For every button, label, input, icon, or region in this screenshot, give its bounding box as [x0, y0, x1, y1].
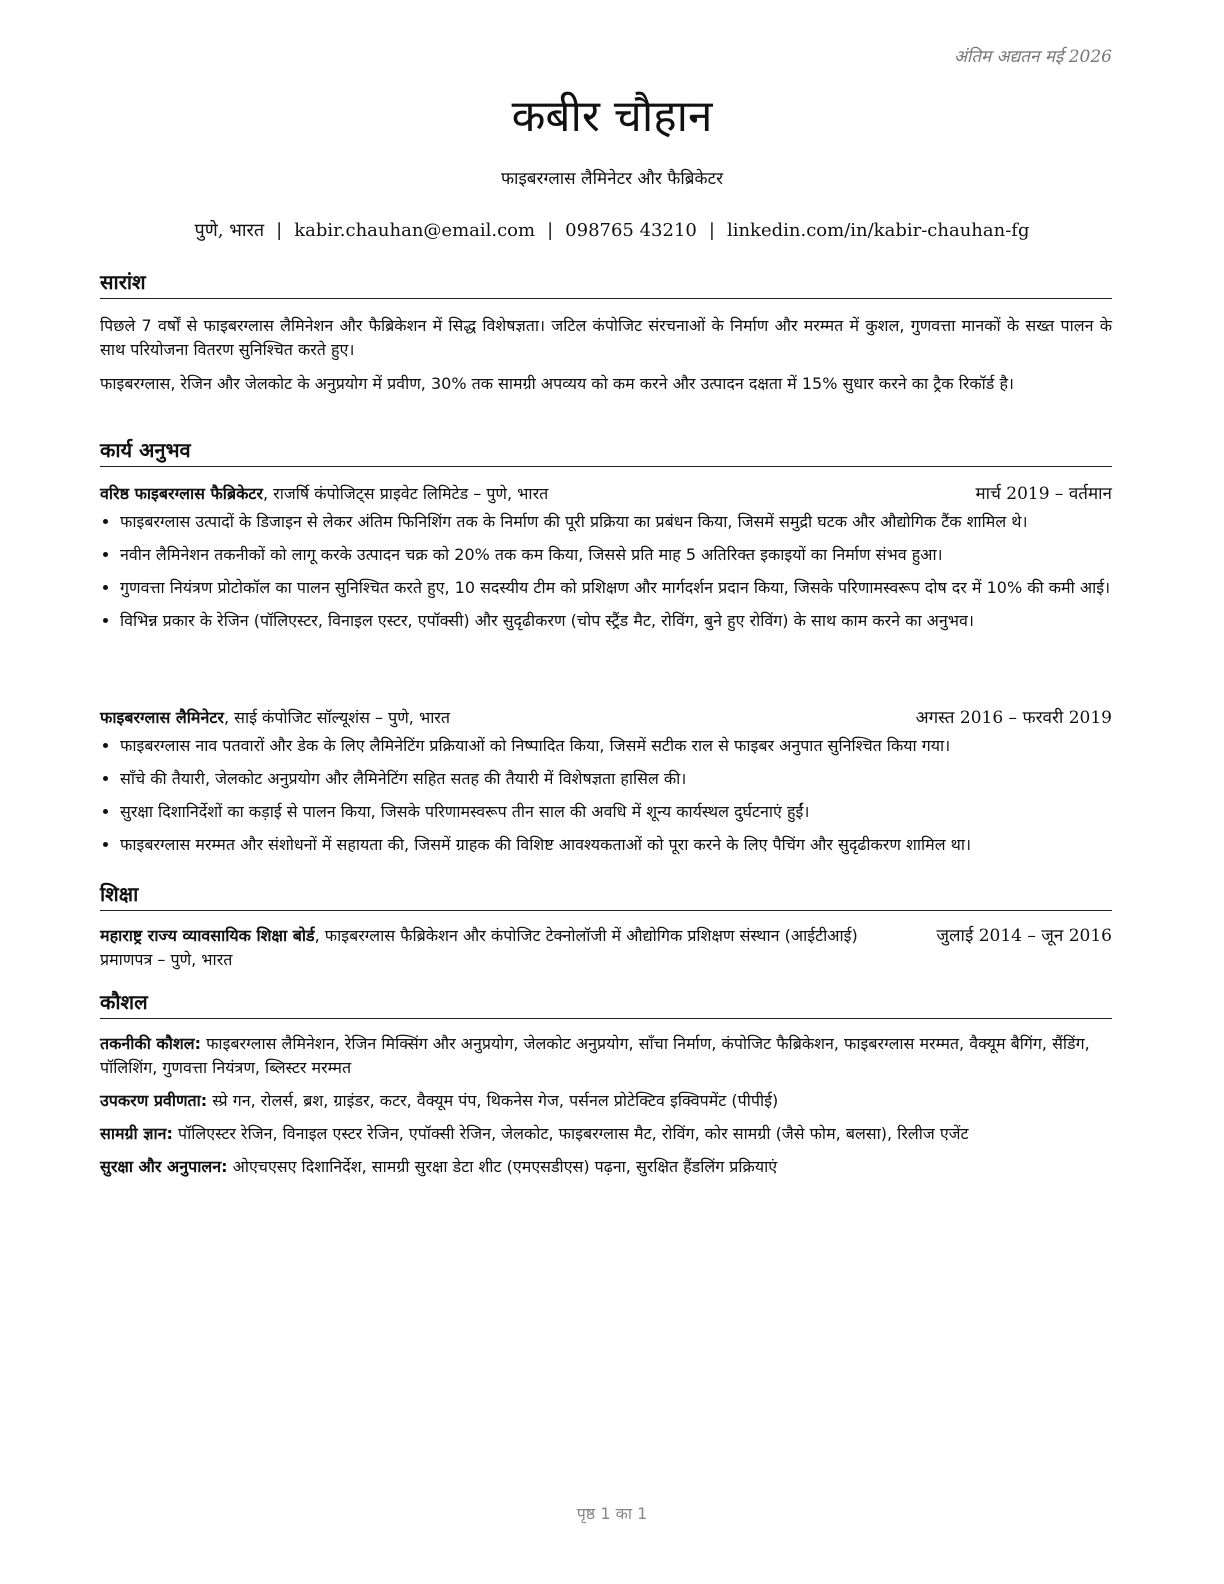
list-item: • फाइबरग्लास उत्पादों के डिजाइन से लेकर अंतिम फिनिशिंग तक के निर्माण की पूरी प्रक्रिया का प्रबंधन किया, जिसमें समुद्री घटक और औद्योगिक टैंक शामिल थे। [120, 510, 1112, 534]
skill-text: पॉलिएस्टर रेजिन, विनाइल एस्टर रेजिन, एपॉक्सी रेजिन, जेलकोट, फाइबरग्लास मैट, रोविंग, कोर सामग्री (जैसे फोम, बलसा), रिलीज एजेंट [172, 1124, 969, 1143]
section-title-education: शिक्षा [100, 880, 1112, 911]
skill-text: फाइबरग्लास लैमिनेशन, रेजिन मिक्सिंग और अनुप्रयोग, जेलकोट अनुप्रयोग, साँचा निर्माण, कंपोजिट फैब्रिकेशन, फाइबरग्लास मरम्मत, वैक्यूम बैगिंग, सैंडिंग, पॉलिशिंग, गुणवत्ता नियंत्रण, ब्लिस्टर मरम्मत [100, 1034, 1090, 1077]
list-item: • फाइबरग्लास नाव पतवारों और डेक के लिए लैमिनेटिंग प्रक्रियाओं को निष्पादित किया, जिसमें सटीक राल से फाइबर अनुपात सुनिश्चित किया गया। [120, 734, 1112, 758]
job-role-org [100, 706, 450, 730]
page-number: पृष्ठ 1 का 1 [576, 1504, 648, 1523]
list-item: • गुणवत्ता नियंत्रण प्रोटोकॉल का पालन सुनिश्चित करते हुए, 10 सदस्यीय टीम को प्रशिक्षण और मार्गदर्शन प्रदान किया, जिसके परिणामस्वरूप दोष दर में 10% की कमी आई। [120, 576, 1112, 600]
job-role-org [100, 482, 548, 506]
separator: | [276, 220, 283, 241]
list-item: • विभिन्न प्रकार के रेजिन (पॉलिएस्टर, विनाइल एस्टर, एपॉक्सी) और सुदृढीकरण (चोप स्ट्रैंड मैट, रोविंग, बुने हुए रोविंग) के साथ काम करने का अनुभव। [120, 609, 1112, 633]
job-org: , साई कंपोजिट सॉल्यूशंस – पुणे, भारत [223, 708, 451, 727]
separator: | [547, 220, 554, 241]
skill-line [100, 1155, 1112, 1179]
list-item: • साँचे की तैयारी, जेलकोट अनुप्रयोग और लैमिनेटिंग सहित सतह की तैयारी में विशेषज्ञता हासिल की। [120, 767, 1112, 791]
section-title-skills: कौशल [100, 988, 1112, 1019]
candidate-name: कबीर चौहान [511, 91, 713, 142]
skill-line [100, 1032, 1112, 1080]
education-institution: महाराष्ट्र राज्य व्यावसायिक शिक्षा बोर्ड [100, 926, 315, 945]
email-link[interactable]: kabir.chauhan@email.com [294, 220, 536, 241]
separator: | [708, 220, 715, 241]
phone: 098765 43210 [565, 220, 697, 241]
skill-line [100, 1122, 1112, 1146]
job-org: , राजर्षि कंपोजिट्स प्राइवेट लिमिटेड – पुणे, भारत [262, 484, 549, 503]
job-dates: अगस्त 2016 – फरवरी 2019 [915, 708, 1112, 728]
list-item: • नवीन लैमिनेशन तकनीकों को लागू करके उत्पादन चक्र को 20% तक कम किया, जिससे प्रति माह 5 अतिरिक्त इकाइयों का निर्माण संभव हुआ। [120, 543, 1112, 567]
skill-label: उपकरण प्रवीणता: [100, 1091, 208, 1110]
job-dates: मार्च 2019 – वर्तमान [975, 484, 1112, 504]
summary-paragraph: फाइबरग्लास, रेजिन और जेलकोट के अनुप्रयोग में प्रवीण, 30% तक सामग्री अपव्यय को कम करने और उत्पादन दक्षता में 15% सुधार करने का ट्रैक रिकॉर्ड है। [100, 374, 1014, 393]
job-bullets [100, 510, 1112, 633]
education-detail: , फाइबरग्लास फैब्रिकेशन और कंपोजिट टेक्नोलॉजी में औद्योगिक प्रशिक्षण संस्थान (आईटीआई) प्रमाणपत्र – पुणे, भारत [100, 926, 858, 969]
job-role: फाइबरग्लास लैमिनेटर [100, 708, 224, 727]
linkedin-link[interactable]: linkedin.com/in/kabir-chauhan-fg [726, 220, 1030, 241]
job-entry [100, 482, 1112, 642]
skills-section [100, 1032, 1112, 1188]
job-bullets [100, 734, 1112, 857]
contact-line [0, 218, 1224, 242]
skill-text: स्प्रे गन, रोलर्स, ब्रश, ग्राइंडर, कटर, वैक्यूम पंप, थिकनेस गेज, पर्सनल प्रोटेक्टिव इक्विपमेंट (पीपीई) [207, 1091, 779, 1110]
skill-line [100, 1089, 1112, 1113]
section-title-experience: कार्य अनुभव [100, 436, 1112, 467]
location: पुणे, भारत [194, 220, 265, 241]
job-role: वरिष्ठ फाइबरग्लास फैब्रिकेटर [100, 484, 263, 503]
list-item: • फाइबरग्लास मरम्मत और संशोधनों में सहायता की, जिसमें ग्राहक की विशिष्ट आवश्यकताओं को पूरा करने के लिए पैचिंग और सुदृढीकरण शामिल था। [120, 833, 1112, 857]
job-header [100, 706, 1112, 730]
education-entry [100, 924, 1112, 972]
list-item: • सुरक्षा दिशानिर्देशों का कड़ाई से पालन किया, जिसके परिणामस्वरूप तीन साल की अवधि में शून्य कार्यस्थल दुर्घटनाएं हुईं। [120, 800, 1112, 824]
job-title: फाइबरग्लास लैमिनेटर और फैब्रिकेटर [500, 169, 724, 189]
skill-label: तकनीकी कौशल: [100, 1034, 201, 1053]
education-dates: जुलाई 2014 – जून 2016 [936, 926, 1112, 946]
job-entry [100, 706, 1112, 866]
education-institution-detail [100, 924, 890, 972]
skill-label: सुरक्षा और अनुपालन: [100, 1157, 228, 1176]
summary-section [100, 314, 1112, 406]
skill-label: सामग्री ज्ञान: [100, 1124, 173, 1143]
summary-paragraph: पिछले 7 वर्षों से फाइबरग्लास लैमिनेशन और फैब्रिकेशन में सिद्ध विशेषज्ञता। जटिल कंपोजिट संरचनाओं के निर्माण और मरम्मत में कुशल, गुणवत्ता मानकों के सख्त पालन के साथ परियोजना वितरण सुनिश्चित करते हुए। [100, 316, 1112, 359]
job-header [100, 482, 1112, 506]
section-title-summary: सारांश [100, 268, 1112, 299]
education-header [100, 924, 1112, 972]
skill-text: ओएचएसए दिशानिर्देश, सामग्री सुरक्षा डेटा शीट (एमएसडीएस) पढ़ना, सुरक्षित हैंडलिंग प्रक्रियाएं [227, 1157, 778, 1176]
last-updated: अंतिम अद्यतन मई 2026 [953, 47, 1112, 67]
